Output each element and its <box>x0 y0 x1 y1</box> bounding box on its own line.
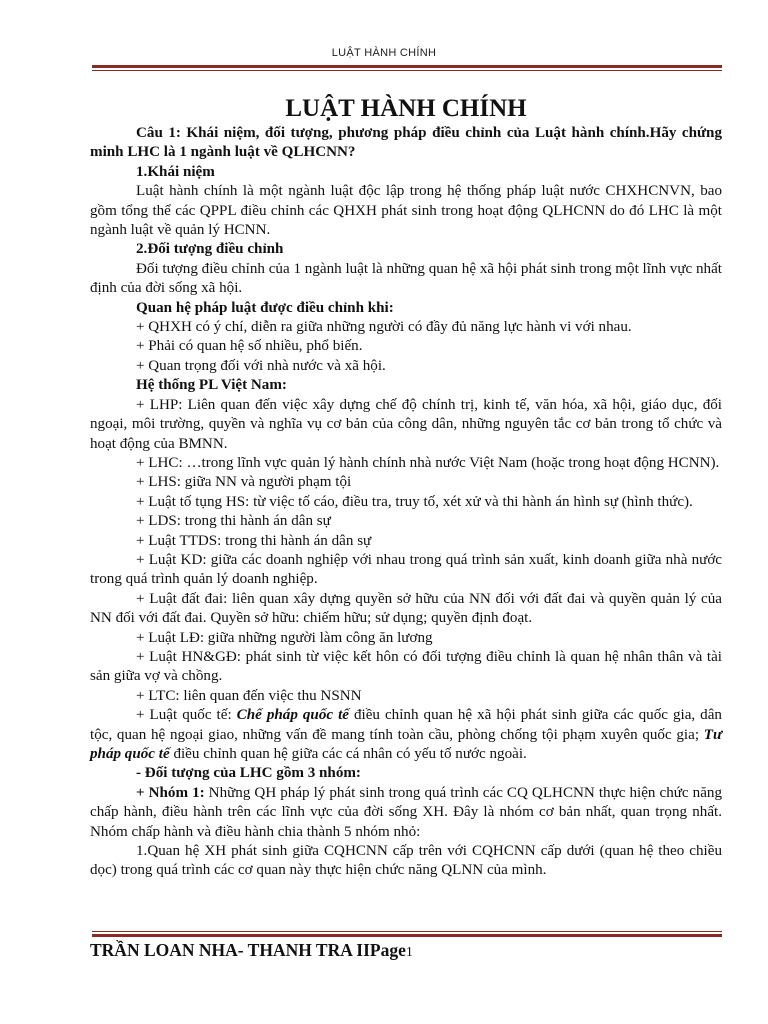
section-2-paragraph: Đối tượng điều chỉnh của 1 ngành luật là những quan hệ xã hội phát sinh trong một lĩnh vực nhất định của đời sống xã hội. <box>90 260 722 297</box>
system-item-quoc-te <box>90 706 722 764</box>
intl-prefix: + Luật quốc tế: <box>136 707 237 724</box>
lhc-objects-heading: - Đối tượng của LHC gồm 3 nhóm: <box>136 765 361 782</box>
section-1-paragraph: Luật hành chính là một ngành luật độc lập trong hệ thống pháp luật nước CHXHCNVN, bao gồm tổng thể các QPPL điều chỉnh các QHXH phát sinh trong hoạt động QLHCNN do đó LHC là một ngành luật về quản lý HCNN. <box>90 183 722 239</box>
relation-item: + QHXH có ý chí, diễn ra giữa những người có đầy đủ năng lực hành vi với nhau. <box>136 319 632 336</box>
system-item-tths: + Luật tố tụng HS: từ việc tố cáo, điều tra, truy tố, xét xử và thi hành án hình sự (hình thức). <box>136 493 693 510</box>
footer-page-number: 1 <box>405 945 413 960</box>
footer-rule-thin <box>92 931 722 932</box>
system-item-ltc: + LTC: liên quan đến việc thu NSNN <box>136 687 362 704</box>
system-item-kd: + Luật KD: giữa các doanh nghiệp với nhau trong quá trình sản xuất, kinh doanh giữa nhà nước trong quá trình quản lý doanh nghiệp. <box>90 551 722 588</box>
intl-private-term: Tư pháp quốc tế <box>90 726 722 762</box>
relation-item: + Phải có quan hệ số nhiều, phổ biến. <box>136 338 363 355</box>
page-footer <box>90 940 722 961</box>
section-2-heading: 2.Đối tượng điều chỉnh <box>136 241 284 258</box>
header-rule-thick <box>92 65 722 68</box>
header-rule-thin <box>92 70 722 71</box>
running-header: LUẬT HÀNH CHÍNH <box>331 47 437 59</box>
system-item-dat-dai: + Luật đất đai: liên quan xây dựng quyền sở hữu của NN đối với đất đai và quyền quản lý của NN đối với đất đai. Quyền sở hữu: chiếm hữu; sử dụng; quyền định đoạt. <box>90 590 722 627</box>
system-item-lds: + LDS: trong thi hành án dân sự <box>136 513 331 530</box>
subgroup-1-paragraph: 1.Quan hệ XH phát sinh giữa CQHCNN cấp trên với CQHCNN cấp dưới (quan hệ theo chiều dọc) trong quá trình các cơ quan này thực hiện chức năng QLNN của mình. <box>90 843 722 879</box>
footer-page-label: Page <box>369 940 406 960</box>
system-item-lhs: + LHS: giữa NN và người phạm tội <box>136 474 352 491</box>
system-item-lhp: + LHP: Liên quan đến việc xây dựng chế độ chính trị, kinh tế, văn hóa, xã hội, giáo dục, đối ngoại, môi trường, quyền và nghĩa vụ cơ bản của công dân, những nguyên tắc cơ bản trong tổ chức và hoạt động của BMNN. <box>90 396 722 452</box>
relation-item: + Quan trọng đối với nhà nước và xã hội. <box>136 357 386 374</box>
footer-rule-thick <box>92 934 722 937</box>
relations-heading: Quan hệ pháp luật được điều chỉnh khi: <box>136 299 394 316</box>
footer-author: TRẦN LOAN NHA- THANH TRA II <box>90 940 370 960</box>
document-title: LUẬT HÀNH CHÍNH <box>285 95 527 122</box>
document-body <box>90 94 722 881</box>
intl-public-text: điều chỉnh quan hệ xã hội phát sinh giữa các quốc gia, dân tộc, quan hệ ngoại giao, những vấn đề mang tính toàn cầu, phòng chống tội phạm xuyên quốc gia; <box>90 707 722 743</box>
intl-public-term: Chế pháp quốc tế <box>236 707 349 724</box>
question-heading: Câu 1: Khái niệm, đối tượng, phương pháp điều chỉnh của Luật hành chính.Hãy chứng minh LHC là 1 ngành luật về QLHCNN? <box>90 125 722 161</box>
group-1-paragraph <box>90 784 722 842</box>
system-item-ttds: + Luật TTDS: trong thi hành án dân sự <box>136 532 372 549</box>
system-item-hngd: + Luật HN&GĐ: phát sinh từ việc kết hôn có đối tượng điều chỉnh là quan hệ nhân thân và tài sản giữa vợ và chồng. <box>90 648 722 685</box>
system-item-lhc: + LHC: …trong lĩnh vực quản lý hành chính nhà nước Việt Nam (hoặc trong hoạt động HCNN). <box>136 454 720 471</box>
section-1-heading: 1.Khái niệm <box>136 163 215 180</box>
group-1-text: Những QH pháp lý phát sinh trong quá trình các CQ QLHCNN thực hiện chức năng chấp hành, điều hành trên các lĩnh vực của đời sống XH. Đây là nhóm cơ bản nhất, quan trọng nhất. Nhóm chấp hành và điều hành chia thành 5 nhóm nhỏ: <box>90 784 722 840</box>
group-1-label: + Nhóm 1: <box>136 784 209 801</box>
system-heading: Hệ thống PL Việt Nam: <box>136 377 287 394</box>
system-item-ld: + Luật LĐ: giữa những người làm công ăn lương <box>136 629 433 646</box>
intl-private-text: điều chỉnh quan hệ giữa các cá nhân có yếu tố nước ngoài. <box>169 746 527 762</box>
